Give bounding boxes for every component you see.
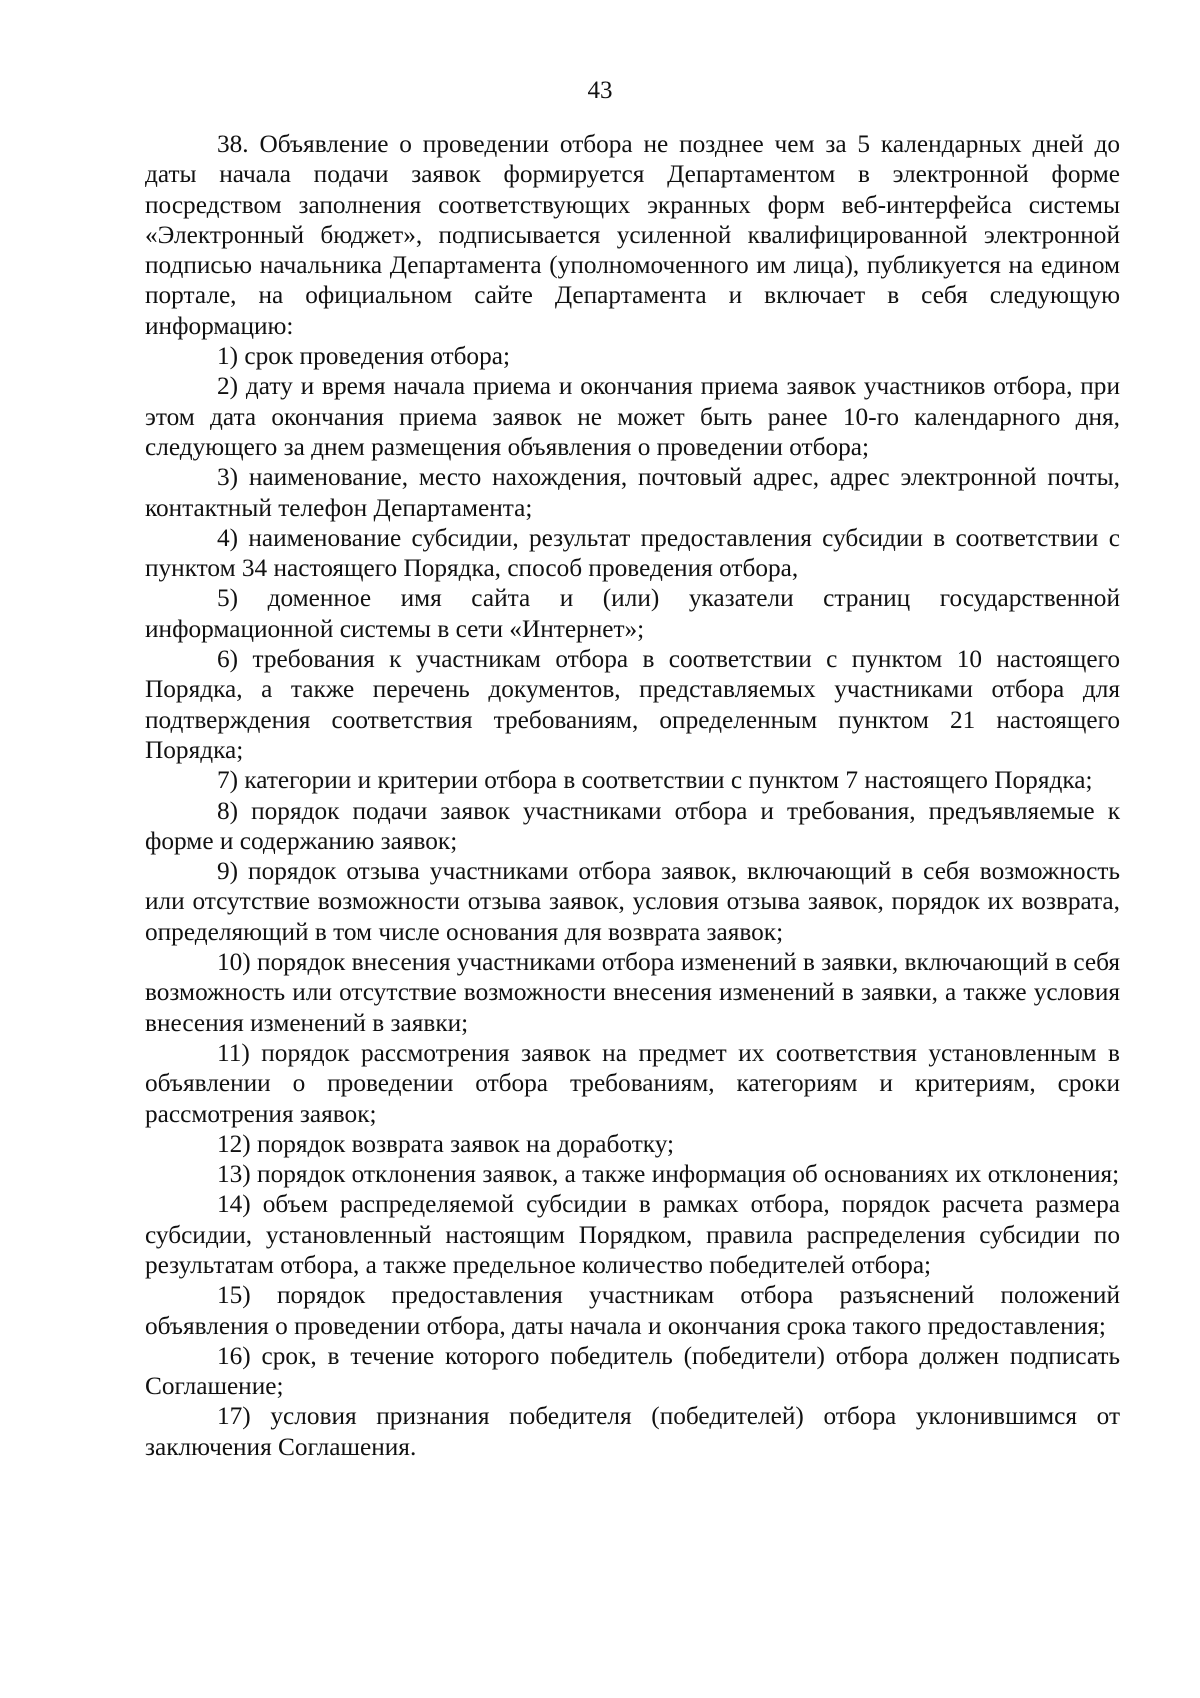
- list-item-5: 5) доменное имя сайта и (или) указатели страниц государственной информационной системы в сети «Интернет»;: [145, 584, 1120, 643]
- list-item-6: 6) требования к участникам отбора в соответствии с пунктом 10 настоящего Порядка, а также перечень документов, представляемых участниками отбора для подтверждения соответствия требованиям, определенным пунктом 21 настоящего Порядка;: [145, 645, 1120, 764]
- list-item-10: 10) порядок внесения участниками отбора изменений в заявки, включающий в себя возможность или отсутствие возможности внесения изменений в заявки, а также условия внесения изменений в заявки;: [145, 948, 1120, 1037]
- document-body: [145, 129, 1120, 1462]
- list-item-13: 13) порядок отклонения заявок, а также информация об основаниях их отклонения;: [217, 1160, 1120, 1189]
- list-item-7: 7) категории и критерии отбора в соответствии с пунктом 7 настоящего Порядка;: [217, 766, 1093, 795]
- list-item-9: 9) порядок отзыва участниками отбора заявок, включающий в себя возможность или отсутствие возможности отзыва заявок, условия отзыва заявок, порядок их возврата, определяющий в том числе основания для возврата заявок;: [145, 857, 1120, 946]
- list-item-15: 15) порядок предоставления участникам отбора разъяснений положений объявления о проведении отбора, даты начала и окончания срока такого предоставления;: [145, 1281, 1120, 1340]
- list-item-11: 11) порядок рассмотрения заявок на предмет их соответствия установленным в объявлении о проведении отбора требованиям, категориям и критериям, сроки рассмотрения заявок;: [145, 1038, 1120, 1128]
- page-number: 43: [587, 77, 613, 104]
- list-item-16: 16) срок, в течение которого победитель (победители) отбора должен подписать Соглашение;: [145, 1341, 1120, 1401]
- paragraph-38: 38. Объявление о проведении отбора не позднее чем за 5 календарных дней до даты начала подачи заявок формируется Департаментом в электронной форме посредством заполнения соответствующих экранных форм веб-интерфейса системы «Электронный бюджет», подписывается усиленной квалифицированной электронной подписью начальника Департамента (уполномоченного им лица), публикуется на едином портале, на официальном сайте Департамента и включает в себя следующую информацию:: [145, 130, 1120, 340]
- list-item-2: 2) дату и время начала приема и окончания приема заявок участников отбора, при этом дата окончания приема заявок не может быть ранее 10-го календарного дня, следующего за днем размещения объявления о проведении отбора;: [145, 372, 1120, 461]
- list-item-8: 8) порядок подачи заявок участниками отбора и требования, предъявляемые к форме и содержанию заявок;: [145, 796, 1120, 855]
- list-item-12: 12) порядок возврата заявок на доработку;: [217, 1129, 675, 1158]
- list-item-14: 14) объем распределяемой субсидии в рамках отбора, порядок расчета размера субсидии, установленный настоящим Порядком, правила распределения субсидии по результатам отбора, а также предельное количество победителей отбора;: [145, 1190, 1120, 1279]
- list-item-1: 1) срок проведения отбора;: [217, 342, 510, 371]
- list-item-4: 4) наименование субсидии, результат предоставления субсидии в соответствии с пунктом 34 настоящего Порядка, способ проведения отбора,: [145, 523, 1120, 583]
- list-item-3: 3) наименование, место нахождения, почтовый адрес, адрес электронной почты, контактный телефон Департамента;: [145, 463, 1120, 522]
- list-item-17: 17) условия признания победителя (победителей) отбора уклонившимся от заключения Соглашения.: [145, 1402, 1120, 1461]
